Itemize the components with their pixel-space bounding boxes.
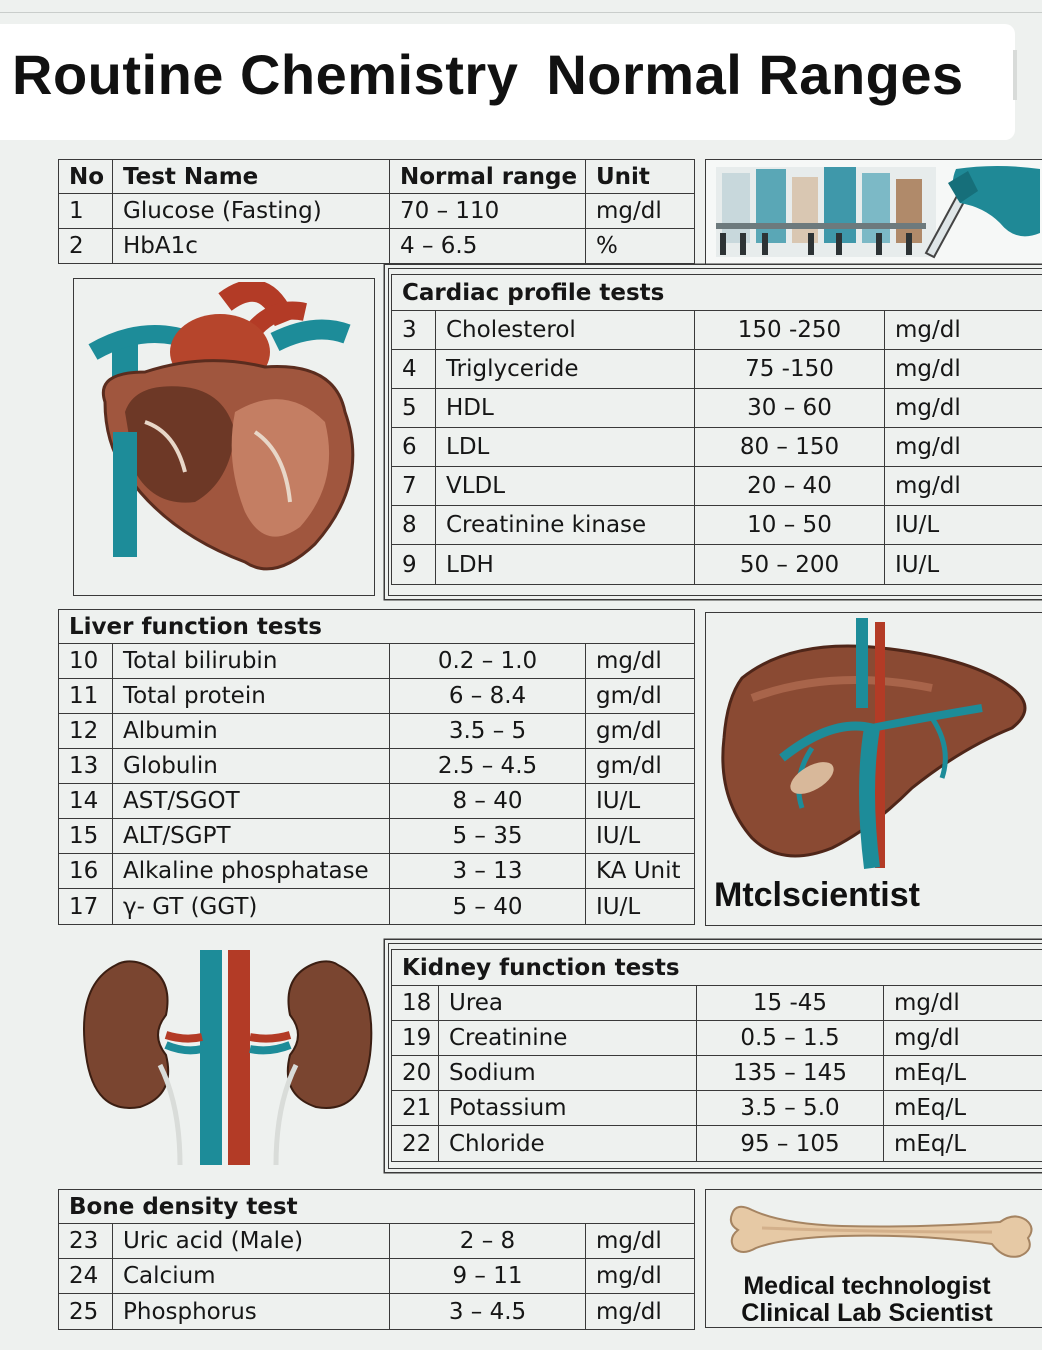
- row-range: 5 – 40: [390, 889, 586, 925]
- row-test-name: Uric acid (Male): [113, 1224, 390, 1259]
- row-no: 24: [59, 1259, 113, 1294]
- bone-heading-row: [59, 1190, 695, 1224]
- row-unit: IU/L: [885, 506, 1042, 545]
- page-title: [12, 42, 964, 107]
- row-unit: %: [586, 229, 695, 264]
- row-range: 10 – 50: [695, 506, 885, 545]
- row-test-name: Triglyceride: [436, 350, 695, 389]
- row-test-name: LDH: [436, 545, 695, 585]
- row-no: 18: [392, 986, 439, 1021]
- row-no: 22: [392, 1126, 439, 1162]
- bone-heading: Bone density test: [59, 1190, 695, 1224]
- row-test-name: Phosphorus: [113, 1294, 390, 1330]
- row-unit: mEq/L: [884, 1091, 1042, 1126]
- table-row: [59, 679, 695, 714]
- row-no: 17: [59, 889, 113, 925]
- row-no: 14: [59, 784, 113, 819]
- row-range: 80 – 150: [695, 428, 885, 467]
- row-no: 10: [59, 644, 113, 679]
- row-no: 7: [392, 467, 436, 506]
- table-row: [59, 714, 695, 749]
- row-unit: gm/dl: [586, 749, 695, 784]
- kidney-heading-row: [392, 950, 1042, 986]
- row-test-name: AST/SGOT: [113, 784, 390, 819]
- header-unit: Unit: [586, 160, 695, 194]
- table-row: [59, 1294, 695, 1330]
- row-unit: IU/L: [586, 819, 695, 854]
- bone-table: [58, 1189, 695, 1330]
- row-unit: gm/dl: [586, 679, 695, 714]
- table-row: [392, 1091, 1042, 1126]
- table-row: [59, 1224, 695, 1259]
- row-unit: KA Unit: [586, 854, 695, 889]
- credit-line-1: Medical technologist: [743, 1272, 991, 1300]
- row-test-name: Urea: [439, 986, 697, 1021]
- row-range: 6 – 8.4: [390, 679, 586, 714]
- row-range: 2.5 – 4.5: [390, 749, 586, 784]
- row-unit: mg/dl: [884, 986, 1042, 1021]
- row-unit: mg/dl: [586, 644, 695, 679]
- row-range: 3.5 – 5: [390, 714, 586, 749]
- kidneys-icon: [80, 945, 380, 1165]
- row-test-name: Total bilirubin: [113, 644, 390, 679]
- row-no: 19: [392, 1021, 439, 1056]
- heart-icon: [85, 282, 375, 582]
- row-no: 3: [392, 311, 436, 350]
- row-unit: gm/dl: [586, 714, 695, 749]
- row-range: 3 – 13: [390, 854, 586, 889]
- row-test-name: Alkaline phosphatase: [113, 854, 390, 889]
- row-unit: mg/dl: [586, 1294, 695, 1330]
- liver-table: [58, 609, 695, 925]
- table-row: [59, 854, 695, 889]
- row-test-name: Cholesterol: [436, 311, 695, 350]
- row-range: 95 – 105: [697, 1126, 884, 1162]
- row-range: 135 – 145: [697, 1056, 884, 1091]
- row-no: 21: [392, 1091, 439, 1126]
- row-unit: IU/L: [586, 784, 695, 819]
- table-row: [392, 1126, 1042, 1162]
- row-range: 3 – 4.5: [390, 1294, 586, 1330]
- kidney-table: [391, 949, 1042, 1162]
- row-no: 1: [59, 194, 113, 229]
- header-test-name: Test Name: [113, 160, 390, 194]
- row-unit: mg/dl: [586, 1224, 695, 1259]
- row-test-name: Albumin: [113, 714, 390, 749]
- brand-name: Mtclscientist: [714, 876, 920, 914]
- row-test-name: Potassium: [439, 1091, 697, 1126]
- row-range: 5 – 35: [390, 819, 586, 854]
- table-row: [59, 819, 695, 854]
- row-no: 9: [392, 545, 436, 585]
- row-range: 50 – 200: [695, 545, 885, 585]
- row-no: 25: [59, 1294, 113, 1330]
- table-row: [392, 311, 1042, 350]
- row-unit: mg/dl: [885, 467, 1042, 506]
- row-range: 2 – 8: [390, 1224, 586, 1259]
- title-part-1: Routine Chemistry: [12, 43, 519, 106]
- row-range: 0.2 – 1.0: [390, 644, 586, 679]
- row-unit: mg/dl: [884, 1021, 1042, 1056]
- row-unit: mEq/L: [884, 1126, 1042, 1162]
- row-no: 8: [392, 506, 436, 545]
- row-unit: mg/dl: [586, 194, 695, 229]
- row-range: 3.5 – 5.0: [697, 1091, 884, 1126]
- row-test-name: Calcium: [113, 1259, 390, 1294]
- test-tubes-icon: [716, 163, 1040, 259]
- table-row: [392, 467, 1042, 506]
- row-range: 0.5 – 1.5: [697, 1021, 884, 1056]
- header-normal-range: Normal range: [390, 160, 586, 194]
- row-unit: IU/L: [885, 545, 1042, 585]
- cardiac-heading-row: [392, 275, 1042, 311]
- row-unit: mg/dl: [885, 350, 1042, 389]
- table-row: [392, 1056, 1042, 1091]
- row-range: 8 – 40: [390, 784, 586, 819]
- table-row: [392, 389, 1042, 428]
- liver-heading-row: [59, 610, 695, 644]
- title-edge: [1013, 50, 1017, 100]
- row-no: 20: [392, 1056, 439, 1091]
- row-no: 11: [59, 679, 113, 714]
- row-no: 4: [392, 350, 436, 389]
- row-test-name: Creatinine kinase: [436, 506, 695, 545]
- row-range: 15 -45: [697, 986, 884, 1021]
- row-test-name: Creatinine: [439, 1021, 697, 1056]
- row-range: 4 – 6.5: [390, 229, 586, 264]
- table-row: [392, 350, 1042, 389]
- table-row: [59, 889, 695, 925]
- table-row: [392, 545, 1042, 585]
- table-row: [392, 986, 1042, 1021]
- table-row: [392, 1021, 1042, 1056]
- cardiac-table: [391, 274, 1042, 585]
- row-range: 150 -250: [695, 311, 885, 350]
- row-unit: IU/L: [586, 889, 695, 925]
- liver-heading: Liver function tests: [59, 610, 695, 644]
- row-test-name: Total protein: [113, 679, 390, 714]
- header-no: No: [59, 160, 113, 194]
- row-unit: mg/dl: [885, 311, 1042, 350]
- table-row: [59, 644, 695, 679]
- row-no: 15: [59, 819, 113, 854]
- cardiac-heading: Cardiac profile tests: [392, 275, 1042, 311]
- row-no: 12: [59, 714, 113, 749]
- table-header: [59, 160, 695, 194]
- bone-icon: [722, 1198, 1038, 1274]
- row-no: 5: [392, 389, 436, 428]
- row-range: 75 -150: [695, 350, 885, 389]
- top-rule: [0, 12, 1042, 13]
- row-test-name: Chloride: [439, 1126, 697, 1162]
- row-range: 9 – 11: [390, 1259, 586, 1294]
- row-no: 13: [59, 749, 113, 784]
- general-table: [58, 159, 695, 264]
- table-row: [59, 229, 695, 264]
- row-test-name: Glucose (Fasting): [113, 194, 390, 229]
- credit-line-2: Clinical Lab Scientist: [741, 1299, 993, 1327]
- row-range: 30 – 60: [695, 389, 885, 428]
- row-test-name: LDL: [436, 428, 695, 467]
- row-test-name: Sodium: [439, 1056, 697, 1091]
- table-row: [59, 194, 695, 229]
- row-unit: mg/dl: [885, 428, 1042, 467]
- row-no: 2: [59, 229, 113, 264]
- table-row: [59, 1259, 695, 1294]
- table-row: [59, 784, 695, 819]
- row-no: 23: [59, 1224, 113, 1259]
- row-no: 6: [392, 428, 436, 467]
- row-test-name: Globulin: [113, 749, 390, 784]
- row-unit: mg/dl: [586, 1259, 695, 1294]
- row-unit: mEq/L: [884, 1056, 1042, 1091]
- liver-icon: [712, 618, 1038, 874]
- row-test-name: VLDL: [436, 467, 695, 506]
- row-test-name: HbA1c: [113, 229, 390, 264]
- row-test-name: ALT/SGPT: [113, 819, 390, 854]
- row-test-name: HDL: [436, 389, 695, 428]
- table-row: [392, 506, 1042, 545]
- table-row: [59, 749, 695, 784]
- kidney-heading: Kidney function tests: [392, 950, 1042, 986]
- row-test-name: γ- GT (GGT): [113, 889, 390, 925]
- row-no: 16: [59, 854, 113, 889]
- table-row: [392, 428, 1042, 467]
- title-part-2: Normal Ranges: [546, 43, 964, 106]
- row-range: 20 – 40: [695, 467, 885, 506]
- row-range: 70 – 110: [390, 194, 586, 229]
- row-unit: mg/dl: [885, 389, 1042, 428]
